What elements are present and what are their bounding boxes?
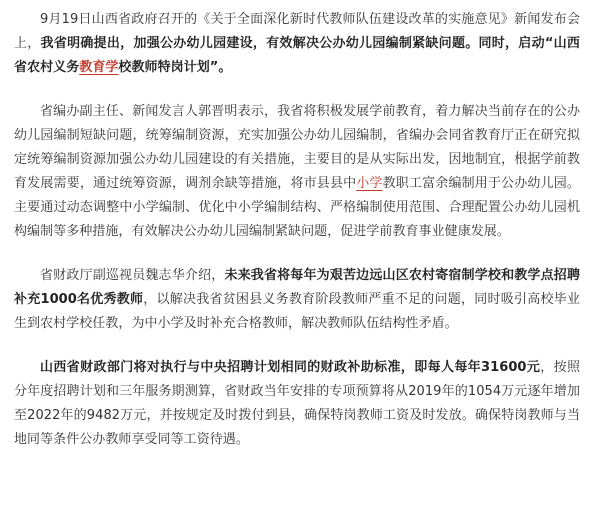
subsidy-rest-text: ，按照分年度招聘计划和三年服务期测算，省财政当年安排的专项预算将从2019年的1054万元逐年增加至2022年的9482万元，并按规定及时拨付到县，确保特岗教师工资及时发放。确保特岗教师与当地同等条件公办教师享受同等工资待遇。 — [14, 360, 580, 447]
education-keyword-link[interactable]: 教育学 — [79, 60, 119, 75]
finance-rest-text: ，以解决我省贫困县义务教育阶段教师严重不足的问题，同时吸引高校毕业生到农村学校任教，为中小学及时补充合格教师，解决教师队伍结构性矛盾。 — [14, 292, 581, 331]
paragraph-staffing-office — [14, 100, 580, 244]
key-statement-text-a: 我省明确提出，加强公办幼儿园建设，有效解决公办幼儿园编制紧缺问题。同时，启动“山西省农村义务 — [14, 36, 580, 75]
paragraph-finance-department — [14, 264, 580, 336]
announcement-intro-text: 9月19日山西省政府召开的《关于全面深化新时代教师队伍建设改革的实施意见》新闻发布会上， — [14, 12, 580, 51]
key-statement-text-b: 校教师特岗计划”。 — [118, 60, 232, 75]
paragraph-announcement — [14, 8, 580, 80]
paragraph-subsidy-standard — [14, 356, 580, 452]
staffing-text-a: 省编办副主任、新闻发言人郭晋明表示，我省将积极发展学前教育，着力解决当前存在的公办幼儿园编制短缺问题，统筹编制资源，充实加强公办幼儿园编制，省编办会同省教育厅正在研究拟定统筹编制资源加强公办幼儿园建设的有关措施，主要目的是从实际出发，因地制宜，根据学前教育发展需要，通过统筹资源，调剂余缺等措施，将市县县中 — [14, 104, 580, 191]
announcement-key-statement — [14, 36, 580, 75]
subsidy-key-statement: 山西省财政部门将对执行与中央招聘计划相同的财政补助标准，即每人每年31600元 — [40, 360, 541, 375]
staffing-text-b: 教职工富余编制用于公办幼儿园。主要通过动态调整中小学编制、优化中小学编制结构、严格编制使用范围、合理配置公办幼儿园机构编制等多种措施，有效解决公办幼儿园编制紧缺问题，促进学前教育事业健康发展。 — [14, 176, 580, 239]
primary-school-keyword-link[interactable]: 小学 — [356, 176, 383, 191]
finance-intro-text: 省财政厅副巡视员魏志华介绍， — [40, 268, 225, 283]
finance-key-statement: 未来我省将每年为艰苦边远山区农村寄宿制学校和教学点招聘补充1000名优秀教师 — [14, 268, 580, 307]
